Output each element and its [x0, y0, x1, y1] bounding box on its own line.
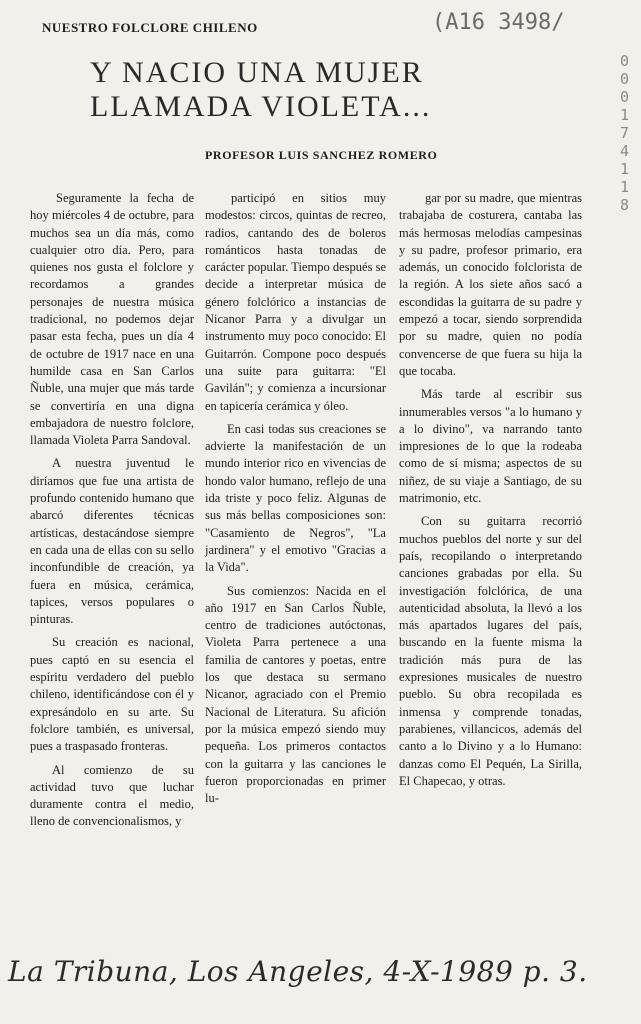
title-line-2: LLAMADA VIOLETA... [90, 90, 432, 123]
article-column-1 [30, 190, 194, 837]
paragraph: gar por su madre, que mientras trabajaba de costurera, cantaba las más hermosas melodías campesinas y su padre, profesor primario, era además, un conocido folclorista de la región. A los siete años sacó a escondidas la guitarra de su padre y empezó a tocar, siendo sorprendida por su madre, quien no podía convencerse de que fuera su hija la que tocaba. [399, 191, 582, 378]
author-byline: PROFESOR LUIS SANCHEZ ROMERO [205, 148, 438, 162]
title-line-1: Y NACIO UNA MUJER [90, 56, 424, 89]
paragraph: Más tarde al escribir sus innumerables versos "a lo humano y a lo divino", va narrando tanto impresiones de lo que la rodeaba como de sí misma; aspectos de su niñez, de su viaje a Santiago, de su matrimonio, etc. [399, 387, 582, 506]
paragraph: participó en sitios muy modestos: circos, quintas de recreo, radios, cantando des de boleros románticos hasta tonadas de carácter popular. Tiempo después se decide a interpretar música de género folclórico a instancias de Nicanor Parra y a divulgar un instrumento muy poco conocido: El Guitarrón. Compone poco después una suite para guitarra: "El Gavilán"; y comienza a incursionar en tapicería cerámica y óleo. [205, 191, 386, 413]
paragraph: Seguramente la fecha de hoy miércoles 4 de octubre, para muchos sea un día más, como cualquier otro día. Pero, para quienes nos gusta el folclore y recordamos a grandes personajes de nuestra música tradicional, no podemos dejar pasar esta fecha, pues un día 4 de octubre de 1917 nace en una humilde casa en San Carlos Ñuble, una mujer que más tarde se convertiría en una digna embajadora de nuestro folclore, llamada Violeta Parra Sandoval. [30, 191, 194, 448]
article-column-3 [399, 190, 582, 796]
section-label: NUESTRO FOLCLORE CHILENO [42, 20, 258, 35]
article-column-2 [205, 190, 386, 813]
paragraph: Su creación es nacional, pues captó en su esencia el espíritu verdadero del pueblo chileno, identificándose con él y expresándolo en su arte. Su folclore también, es universal, pues a traspasado fronteras. [30, 635, 194, 754]
handwritten-source-note: La Tribuna, Los Angeles, 4-X-1989 p. 3. [8, 955, 588, 988]
paragraph: Al comienzo de su actividad tuvo que luchar duramente contra el medio, lleno de convencionalismos, y [30, 762, 194, 829]
article-title [90, 56, 560, 124]
vertical-stamp-number: 000174118 [620, 52, 630, 214]
paragraph: A nuestra juventud le diríamos que fue una artista de profundo contenido humano que abarcó diferentes técnicas artísticas, destacándose siempre en cada una de ellas con su sello inconfundible de creación, ya fuera en música, cerámica, tapices, versos populares o pinturas. [30, 456, 194, 627]
catalog-number-handwritten: (A16 3498/ [432, 10, 565, 35]
paragraph: Sus comienzos: Nacida en el año 1917 en San Carlos Ñuble, centro de tradiciones autóctonas, Violeta Parra pertenece a una familia de cantores y poetas, entre los que destaca su sermano Nicanor, agraciado con el Premio Nacional de Literatura. Su afición por la música empezó siendo muy pequeña. Los primeros contactos con la guitarra y las canciones le fueron proporcionadas en primer lu- [205, 583, 386, 806]
paragraph: Con su guitarra recorrió muchos pueblos del norte y sur del país, recopilando o interpretando canciones grabadas por ella. Su investigación folclórica, de una autenticidad absoluta, la llevó a los más apartados lugares del país, buscando en la fuente misma la tradición más pura de las expresiones musicales de nuestro pueblo. Su obra recopilada es inmensa y comprende tonadas, parabienes, villancicos, además del canto a lo Divino y a lo Humano: danzas como El Pequén, La Sirilla, El Chapecao, y otras. [399, 514, 582, 788]
paragraph: En casi todas sus creaciones se advierte la manifestación de un mundo interior rico en vivencias de hondo valor humano, reflejo de una ida triste y poco feliz. Algunas de sus más bellas composiciones son: "Casamiento de Negros", "La jardinera" y el emotivo "Gracias a la Vida". [205, 421, 386, 575]
